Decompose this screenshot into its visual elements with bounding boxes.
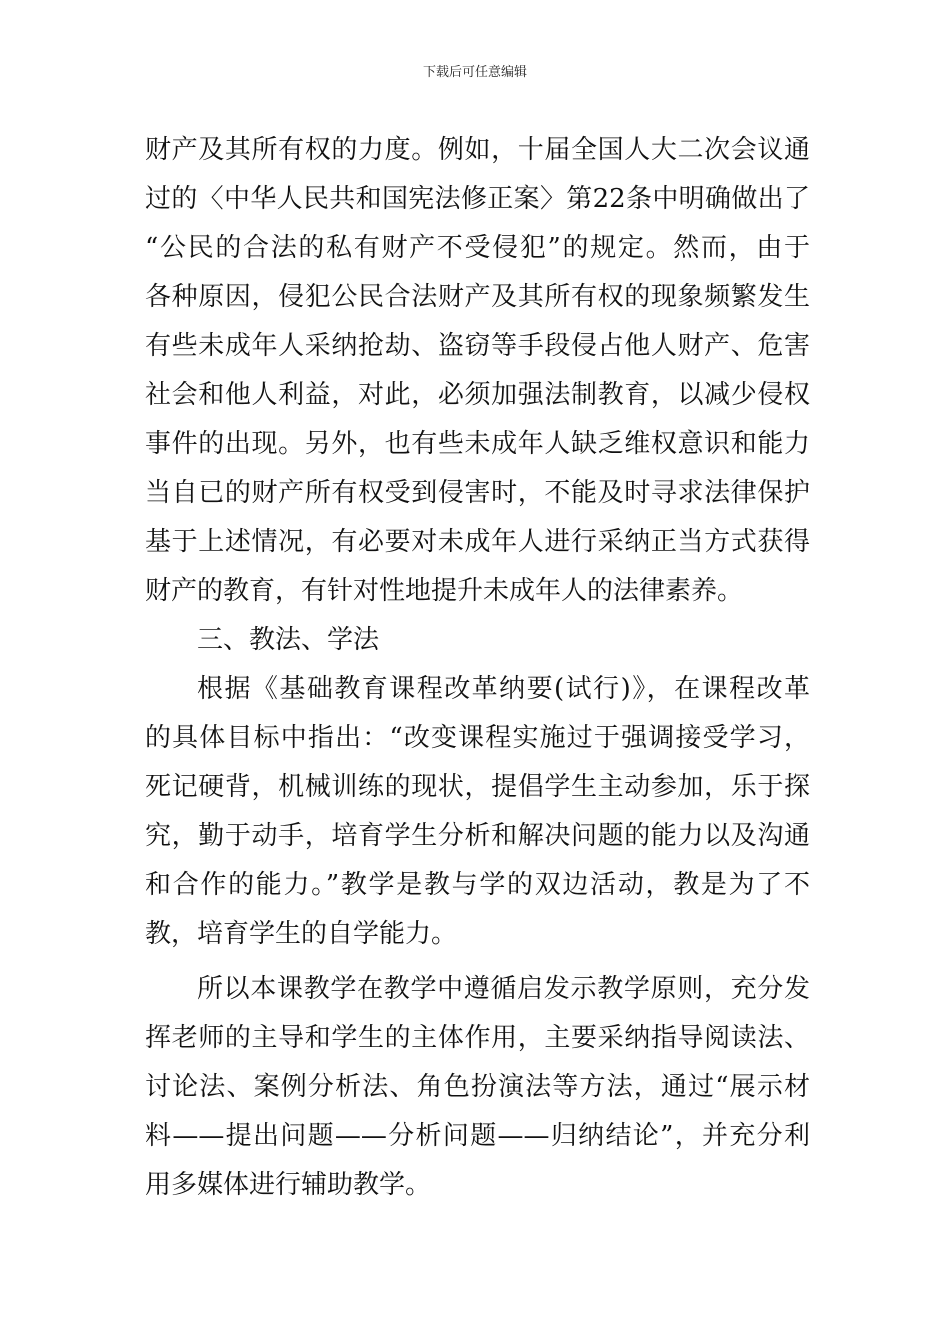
text-line: 当自已的财产所有权受到侵害时，不能及时寻求法律保护 [145,478,810,508]
text-line: 根据《基础教育课程改革纳要(试行)》，在课程改革 [197,674,810,704]
text-line: 财产及其所有权的力度。例如，十届全国人大二次会议通 [145,135,810,165]
paragraph-curriculum-reform [145,665,810,959]
text-line: 和合作的能力。”教学是教与学的双边活动，教是为了不 [145,870,810,900]
page-header: 下载后可任意编辑 [422,65,527,80]
text-line: “公民的合法的私有财产不受侵犯”的规定。然而，由于 [145,233,810,263]
text-line: 事件的出现。另外，也有些未成年人缺乏维权意识和能力 [145,429,810,459]
paragraph-teaching-methods [145,965,810,1210]
text-line: 基于上述情况，有必要对未成年人进行采纳正当方式获得 [145,527,810,557]
text-line: 社会和他人利益，对此，必须加强法制教育，以减少侵权 [145,380,810,410]
text-line: 究，勤于动手，培育学生分析和解决问题的能力以及沟通 [145,821,810,851]
text-line: 的具体目标中指出：“改变课程实施过于强调接受学习， [145,723,810,753]
text-line: 死记硬背，机械训练的现状，提倡学生主动参加，乐于探 [145,772,810,802]
text-line: 讨论法、案例分析法、角色扮演法等方法，通过“展示材 [145,1072,810,1102]
text-line: 教，培育学生的自学能力。 [145,919,458,949]
text-line: 有些未成年人采纳抢劫、盗窃等手段侵占他人财产、危害 [145,331,810,361]
heading-text: 三、教法、学法 [197,625,380,655]
text-line: 所以本课教学在教学中遵循启发示教学原则，充分发 [197,974,810,1004]
text-line: 用多媒体进行辅助教学。 [145,1170,432,1200]
document-body [145,126,810,1210]
text-line: 财产的教育，有针对性地提升未成年人的法律素养。 [145,576,744,606]
paragraph-property-rights [145,126,810,616]
text-line: 各种原因，侵犯公民合法财产及其所有权的现象频繁发生 [145,282,810,312]
text-line: 料——提出问题——分析问题——归纳结论”，并充分利 [145,1121,810,1151]
text-line: 挥老师的主导和学生的主体作用，主要采纳指导阅读法、 [145,1023,810,1053]
section-heading-methods [145,616,810,665]
text-line: 过的〈中华人民共和国宪法修正案〉第22条中明确做出了 [145,184,810,214]
